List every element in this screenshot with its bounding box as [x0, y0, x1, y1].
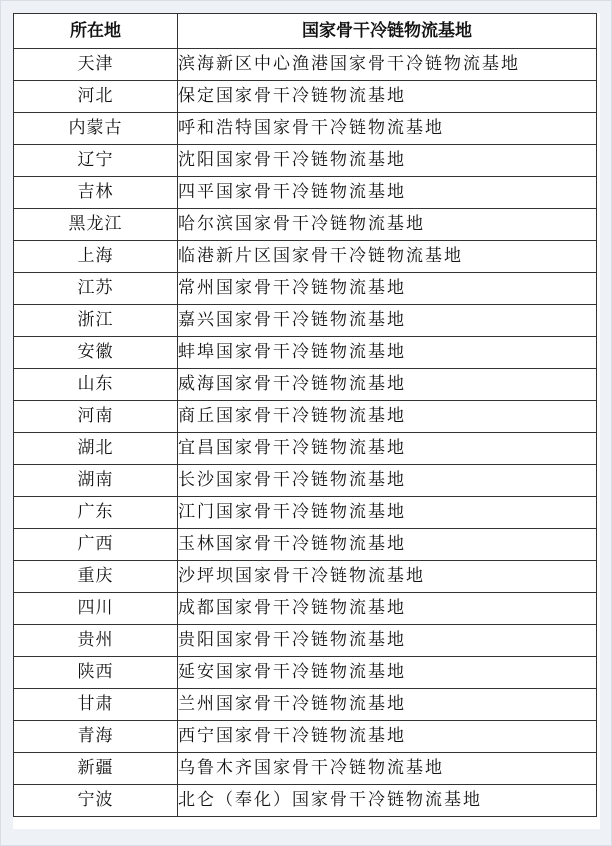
base-name-cell: 呼和浩特国家骨干冷链物流基地	[178, 113, 597, 145]
table-row	[14, 337, 597, 369]
table-row	[14, 753, 597, 785]
base-name-cell: 乌鲁木齐国家骨干冷链物流基地	[178, 753, 597, 785]
table-row	[14, 401, 597, 433]
region-cell: 陕西	[14, 657, 178, 689]
region-cell: 新疆	[14, 753, 178, 785]
base-name-cell: 常州国家骨干冷链物流基地	[178, 273, 597, 305]
base-name-cell: 保定国家骨干冷链物流基地	[178, 81, 597, 113]
table-row	[14, 593, 597, 625]
base-name-cell: 商丘国家骨干冷链物流基地	[178, 401, 597, 433]
base-name-cell: 四平国家骨干冷链物流基地	[178, 177, 597, 209]
table-row	[14, 369, 597, 401]
base-name-cell: 嘉兴国家骨干冷链物流基地	[178, 305, 597, 337]
table-row	[14, 305, 597, 337]
region-cell: 内蒙古	[14, 113, 178, 145]
region-cell: 湖南	[14, 465, 178, 497]
table-row	[14, 721, 597, 753]
base-name-cell: 延安国家骨干冷链物流基地	[178, 657, 597, 689]
table-row	[14, 465, 597, 497]
table-row	[14, 49, 597, 81]
base-name-cell: 西宁国家骨干冷链物流基地	[178, 721, 597, 753]
table-row	[14, 273, 597, 305]
base-name-cell: 北仑（奉化）国家骨干冷链物流基地	[178, 785, 597, 817]
table-row	[14, 177, 597, 209]
region-cell: 四川	[14, 593, 178, 625]
table-row	[14, 241, 597, 273]
table-row	[14, 561, 597, 593]
cold-chain-bases-table	[13, 13, 597, 817]
base-name-cell: 蚌埠国家骨干冷链物流基地	[178, 337, 597, 369]
region-cell: 山东	[14, 369, 178, 401]
region-cell: 甘肃	[14, 689, 178, 721]
region-cell: 河北	[14, 81, 178, 113]
region-cell: 辽宁	[14, 145, 178, 177]
base-name-cell: 长沙国家骨干冷链物流基地	[178, 465, 597, 497]
region-cell: 贵州	[14, 625, 178, 657]
base-name-cell: 临港新片区国家骨干冷链物流基地	[178, 241, 597, 273]
region-cell: 河南	[14, 401, 178, 433]
region-cell: 江苏	[14, 273, 178, 305]
region-cell: 吉林	[14, 177, 178, 209]
base-name-cell: 兰州国家骨干冷链物流基地	[178, 689, 597, 721]
base-name-cell: 贵阳国家骨干冷链物流基地	[178, 625, 597, 657]
base-name-cell: 江门国家骨干冷链物流基地	[178, 497, 597, 529]
region-cell: 湖北	[14, 433, 178, 465]
table-body	[14, 49, 597, 817]
base-name-cell: 宜昌国家骨干冷链物流基地	[178, 433, 597, 465]
header-base: 国家骨干冷链物流基地	[178, 14, 597, 49]
region-cell: 宁波	[14, 785, 178, 817]
region-cell: 广西	[14, 529, 178, 561]
region-cell: 安徽	[14, 337, 178, 369]
region-cell: 上海	[14, 241, 178, 273]
table-row	[14, 145, 597, 177]
region-cell: 广东	[14, 497, 178, 529]
table-row	[14, 625, 597, 657]
base-name-cell: 威海国家骨干冷链物流基地	[178, 369, 597, 401]
table-header-row	[14, 14, 597, 49]
document-page	[13, 13, 600, 829]
table-row	[14, 209, 597, 241]
base-name-cell: 滨海新区中心渔港国家骨干冷链物流基地	[178, 49, 597, 81]
table-row	[14, 785, 597, 817]
table-row	[14, 657, 597, 689]
region-cell: 黑龙江	[14, 209, 178, 241]
base-name-cell: 成都国家骨干冷链物流基地	[178, 593, 597, 625]
region-cell: 天津	[14, 49, 178, 81]
region-cell: 重庆	[14, 561, 178, 593]
header-region: 所在地	[14, 14, 178, 49]
region-cell: 浙江	[14, 305, 178, 337]
table-row	[14, 689, 597, 721]
table-row	[14, 113, 597, 145]
table-row	[14, 433, 597, 465]
table-row	[14, 529, 597, 561]
table-row	[14, 497, 597, 529]
base-name-cell: 玉林国家骨干冷链物流基地	[178, 529, 597, 561]
base-name-cell: 哈尔滨国家骨干冷链物流基地	[178, 209, 597, 241]
base-name-cell: 沙坪坝国家骨干冷链物流基地	[178, 561, 597, 593]
base-name-cell: 沈阳国家骨干冷链物流基地	[178, 145, 597, 177]
table-row	[14, 81, 597, 113]
region-cell: 青海	[14, 721, 178, 753]
